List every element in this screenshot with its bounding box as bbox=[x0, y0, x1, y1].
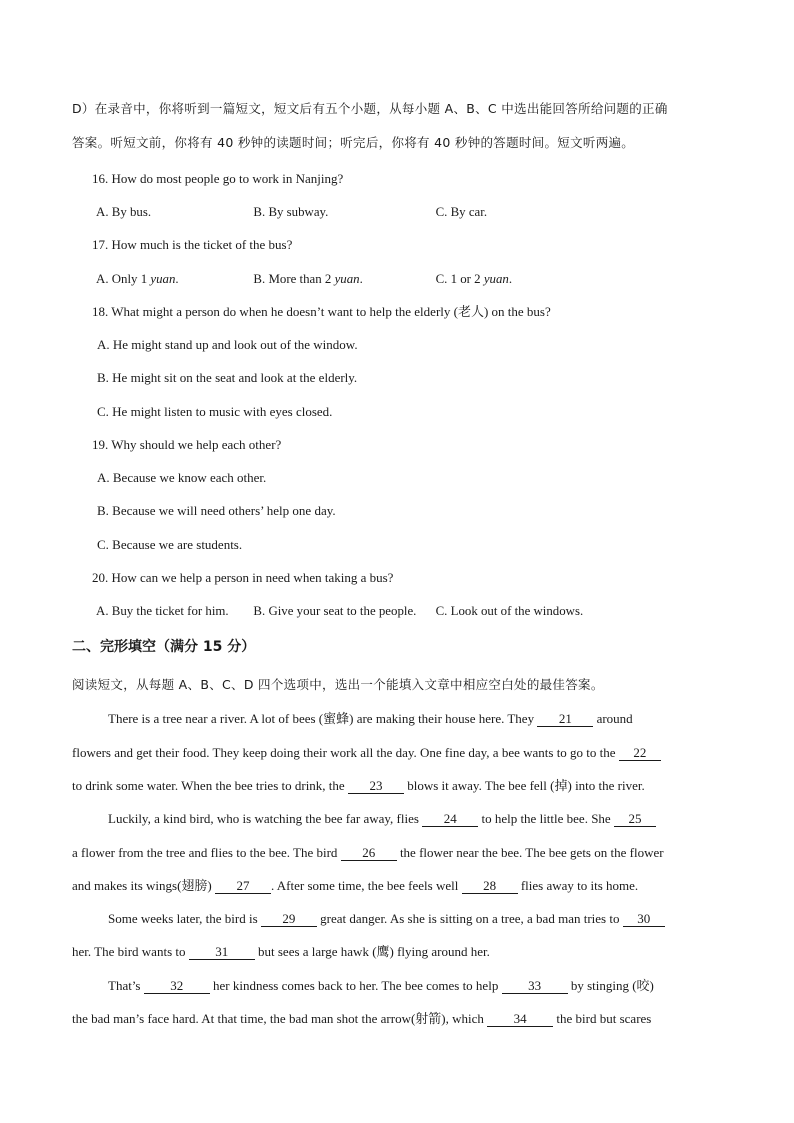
passage-p2-line-2 bbox=[72, 845, 664, 861]
q19-option-a[interactable]: A. Because we know each other. bbox=[97, 470, 267, 485]
passage-p1-line-2 bbox=[72, 745, 661, 761]
q17-option-b-unit: yuan bbox=[334, 271, 360, 286]
passage-text: but sees a large hawk (鹰) flying around her. bbox=[254, 944, 490, 959]
q16-option-a[interactable]: A. By bus. bbox=[96, 204, 152, 219]
passage-p2-line-1 bbox=[108, 811, 656, 827]
instruction-line-1: D）在录音中，你将听到一篇短文，短文后有五个小题，从每小题 A、B、C 中选出能回答所给问题的正确 bbox=[72, 101, 668, 116]
instruction-line-2: 答案。听短文前，你将有 40 秒钟的读题时间；听完后，你将有 40 秒钟的答题时间。短文听两遍。 bbox=[72, 135, 635, 150]
passage-text: the bird but scares bbox=[553, 1011, 652, 1026]
q17-option-b-end: . bbox=[359, 271, 363, 286]
question-18-stem: 18. What might a person do when he doesn’t want to help the elderly (老人) on the bus? bbox=[92, 304, 551, 319]
blank-27[interactable]: 27 bbox=[215, 879, 271, 894]
blank-29[interactable]: 29 bbox=[261, 912, 317, 927]
passage-text: great danger. As she is sitting on a tree, a bad man tries to bbox=[316, 911, 623, 926]
q17-option-c-unit: yuan bbox=[483, 271, 509, 286]
q17-option-a-end: . bbox=[175, 271, 179, 286]
q18-option-b[interactable]: B. He might sit on the seat and look at the elderly. bbox=[97, 370, 358, 385]
blank-28[interactable]: 28 bbox=[462, 879, 518, 894]
passage-p3-line-2 bbox=[72, 944, 490, 960]
passage-text: by stinging (咬) bbox=[567, 978, 654, 993]
passage-text: her kindness comes back to her. The bee comes to help bbox=[209, 978, 502, 993]
q20-option-a[interactable]: A. Buy the ticket for him. bbox=[96, 603, 229, 618]
q17-option-c-text: C. 1 or 2 bbox=[435, 271, 484, 286]
q17-option-a-text: A. Only 1 bbox=[96, 271, 151, 286]
q17-option-c[interactable] bbox=[436, 271, 513, 287]
q17-option-b[interactable] bbox=[253, 271, 362, 287]
q17-option-a[interactable] bbox=[96, 271, 179, 287]
passage-text: to help the little bee. She bbox=[478, 811, 614, 826]
passage-text: flowers and get their food. They keep doing their work all the day. One fine day, a bee wants to go to the bbox=[72, 745, 619, 760]
passage-text: flies away to its home. bbox=[517, 878, 639, 893]
question-17-stem: 17. How much is the ticket of the bus? bbox=[92, 237, 293, 252]
section-2-title: 二、完形填空（满分 15 分） bbox=[72, 639, 256, 655]
passage-text: her. The bird wants to bbox=[72, 944, 189, 959]
passage-p1-line-3 bbox=[72, 778, 645, 794]
q17-option-b-text: B. More than 2 bbox=[253, 271, 335, 286]
passage-text: Some weeks later, the bird is bbox=[108, 911, 261, 926]
passage-p3-line-1 bbox=[108, 911, 665, 927]
question-16-stem: 16. How do most people go to work in Nanjing? bbox=[92, 171, 344, 186]
passage-p2-line-3 bbox=[72, 878, 638, 894]
section-2-instruction: 阅读短文，从每题 A、B、C、D 四个选项中，选出一个能填入文章中相应空白处的最佳答案。 bbox=[72, 677, 604, 692]
blank-32[interactable]: 32 bbox=[144, 979, 210, 994]
blank-31[interactable]: 31 bbox=[189, 945, 255, 960]
blank-25[interactable]: 25 bbox=[614, 812, 656, 827]
blank-24[interactable]: 24 bbox=[422, 812, 478, 827]
q18-option-c[interactable]: C. He might listen to music with eyes closed. bbox=[97, 404, 333, 419]
q20-option-c[interactable]: C. Look out of the windows. bbox=[435, 603, 584, 618]
q19-option-b[interactable]: B. Because we will need others’ help one day. bbox=[97, 503, 336, 518]
q17-option-a-unit: yuan bbox=[150, 271, 176, 286]
blank-34[interactable]: 34 bbox=[487, 1012, 553, 1027]
q18-option-a[interactable]: A. He might stand up and look out of the window. bbox=[97, 337, 358, 352]
passage-text: the bad man’s face hard. At that time, the bad man shot the arrow(射箭), which bbox=[72, 1011, 488, 1026]
blank-22[interactable]: 22 bbox=[619, 746, 661, 761]
passage-p1-line-1 bbox=[108, 711, 633, 727]
passage-p4-line-2 bbox=[72, 1011, 651, 1027]
passage-text: blows it away. The bee fell (掉) into the river. bbox=[403, 778, 645, 793]
passage-text: the flower near the bee. The bee gets on the flower bbox=[396, 845, 664, 860]
blank-33[interactable]: 33 bbox=[502, 979, 568, 994]
passage-text: and makes its wings(翅膀) bbox=[72, 878, 215, 893]
blank-26[interactable]: 26 bbox=[341, 846, 397, 861]
q16-option-b[interactable]: B. By subway. bbox=[253, 204, 329, 219]
question-20-stem: 20. How can we help a person in need when taking a bus? bbox=[92, 570, 394, 585]
passage-text: to drink some water. When the bee tries to drink, the bbox=[72, 778, 348, 793]
passage-text: . After some time, the bee feels well bbox=[270, 878, 462, 893]
passage-text: There is a tree near a river. A lot of bees (蜜蜂) are making their house here. They bbox=[108, 711, 538, 726]
passage-text: Luckily, a kind bird, who is watching the bee far away, flies bbox=[108, 811, 423, 826]
passage-text: That’s bbox=[108, 978, 144, 993]
passage-p4-line-1 bbox=[108, 978, 654, 994]
blank-21[interactable]: 21 bbox=[537, 712, 593, 727]
blank-30[interactable]: 30 bbox=[623, 912, 665, 927]
passage-text: around bbox=[593, 711, 633, 726]
blank-23[interactable]: 23 bbox=[348, 779, 404, 794]
question-19-stem: 19. Why should we help each other? bbox=[92, 437, 282, 452]
q20-option-b[interactable]: B. Give your seat to the people. bbox=[253, 603, 417, 618]
q17-option-c-end: . bbox=[508, 271, 513, 286]
q16-option-c[interactable]: C. By car. bbox=[435, 204, 488, 219]
q19-option-c[interactable]: C. Because we are students. bbox=[97, 537, 243, 552]
passage-text: a flower from the tree and flies to the bee. The bird bbox=[72, 845, 341, 860]
